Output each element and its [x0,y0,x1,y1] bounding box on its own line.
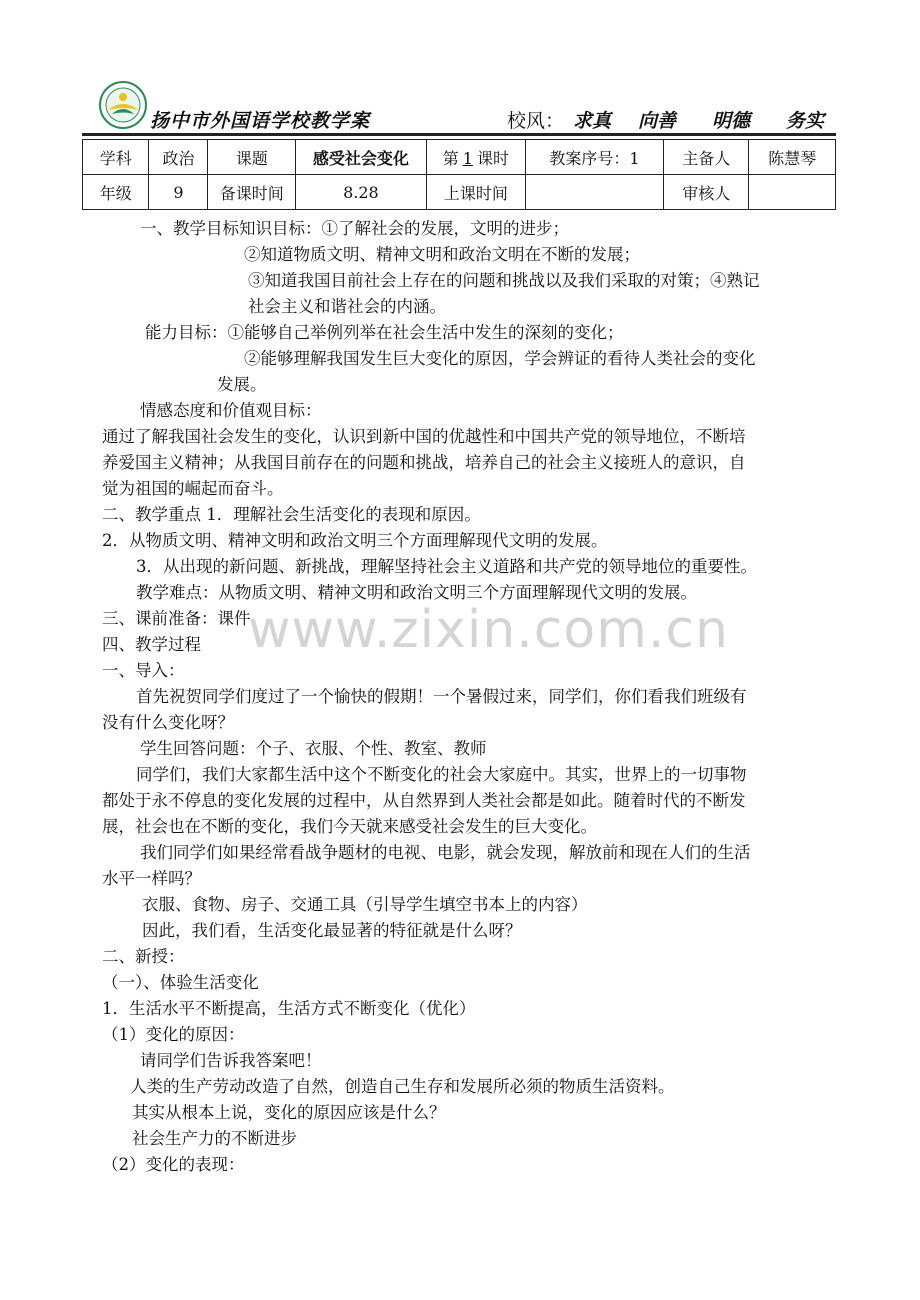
class-time-value [525,175,663,210]
prep-time-label: 备课时间 [208,175,296,210]
body-line: 其实从根本上说，变化的原因应该是什么？ [132,1103,446,1122]
topic-label: 课题 [208,140,296,175]
table-row [83,140,836,175]
body-line: 教学难点：从物质文明、精神文明和政治文明三个方面理解现代文明的发展。 [136,583,697,602]
subject-label: 学科 [83,140,149,175]
reviewer-label: 审核人 [664,175,749,210]
class-time-label: 上课时间 [426,175,525,210]
body-line: ③知道我国目前社会上存在的问题和挑战以及我们采取的对策；④熟记 [248,271,760,290]
motto-label: 校风： [507,110,565,132]
body-line: 发展。 [217,375,267,394]
body-line: 能力目标：①能够自己举例列举在社会生活中发生的深刻的变化； [145,323,624,342]
body-line: 请同学们告诉我答案吧！ [140,1051,322,1070]
body-line: ②能够理解我国发生巨大变化的原因，学会辨证的看待人类社会的变化 [244,349,756,368]
body-line: 通过了解我国社会发生的变化，认识到新中国的优越性和中国共产党的领导地位，不断培 [102,427,746,446]
body-line: 水平一样吗？ [102,869,201,888]
body-line: （1）变化的原因： [102,1025,245,1044]
body-line: 同学们，我们大家都生活中这个不断变化的社会大家庭中。其实，世界上的一切事物 [136,765,747,784]
body-line: 没有什么变化呀？ [102,713,234,732]
body-line: 衣服、食物、房子、交通工具（引导学生填空书本上的内容） [142,895,588,914]
body-line: 情感态度和价值观目标： [140,401,322,420]
body-line: ②知道物质文明、精神文明和政治文明在不断的发展； [244,245,640,264]
body-line: 觉为祖国的崛起而奋斗。 [102,479,284,498]
subject-value: 政治 [149,140,208,175]
motto-word: 向善 [638,110,677,132]
body-line: 社会主义和谐社会的内涵。 [248,297,446,316]
motto-word: 求真 [573,110,612,132]
body-line: 首先祝贺同学们度过了一个愉快的假期！一个暑假过来，同学们，你们看我们班级有 [136,687,747,706]
motto-word: 明德 [712,110,751,132]
watermark: www.zixin.com.cn [248,600,729,660]
body-line: 因此，我们看，生活变化最显著的特征就是什么呀？ [142,921,522,940]
body-line: 一、教学目标知识目标：①了解社会的发展，文明的进步； [140,219,569,238]
prep-time-value: 8.28 [296,175,427,210]
body-line: 展，社会也在不断的变化，我们今天就来感受社会发生的巨大变化。 [102,817,597,836]
school-logo-icon [98,80,148,130]
grade-label: 年级 [83,175,149,210]
grade-value: 9 [149,175,208,210]
body-line: （一）、体验生活变化 [102,973,259,992]
body-line: 2．从物质文明、精神文明和政治文明三个方面理解现代文明的发展。 [102,531,608,550]
period-value: 1 [462,148,473,168]
body-line: 我们同学们如果经常看战争题材的电视、电影，就会发现，解放前和现在人们的生活 [140,843,751,862]
preparer-label: 主备人 [664,140,749,175]
body-line: 二、教学重点 1．理解社会生活变化的表现和原因。 [102,505,481,524]
reviewer-value [749,175,836,210]
body-line: 社会生产力的不断进步 [132,1129,297,1148]
body-line: 人类的生产劳动改造了自然，创造自己生存和发展所必须的物质生活资料。 [130,1077,675,1096]
body-line: 都处于永不停息的变化发展的过程中，从自然界到人类社会都是如此。随着时代的不断发 [102,791,746,810]
preparer-value: 陈慧琴 [749,140,836,175]
school-name: 扬中市外国语学校教学案 [150,110,371,132]
table-row [83,175,836,210]
body-line: 养爱国主义精神；从我国目前存在的问题和挑战，培养自己的社会主义接班人的意识，自 [102,453,746,472]
body-line: 3．从出现的新问题、新挑战，理解坚持社会主义道路和共产党的领导地位的重要性。 [136,557,757,576]
topic-value: 感受社会变化 [296,140,427,175]
body-line: 一、导入： [102,661,185,680]
body-line: 学生回答问题：个子、衣服、个性、教室、教师 [140,739,487,758]
body-line: （2）变化的表现： [102,1155,245,1174]
body-line: 二、新授： [102,947,185,966]
lesson-info-table [82,139,836,210]
motto-word: 务实 [786,110,825,132]
body-line: 1．生活水平不断提高，生活方式不断变化（优化） [102,999,476,1018]
body-line: 四、教学过程 [102,635,201,654]
body-line: 三、课前准备：课件 [102,609,251,628]
period-cell: 第 1 课时 [426,140,525,175]
plan-number: 教案序号：1 [525,140,663,175]
header-rule [82,133,836,136]
